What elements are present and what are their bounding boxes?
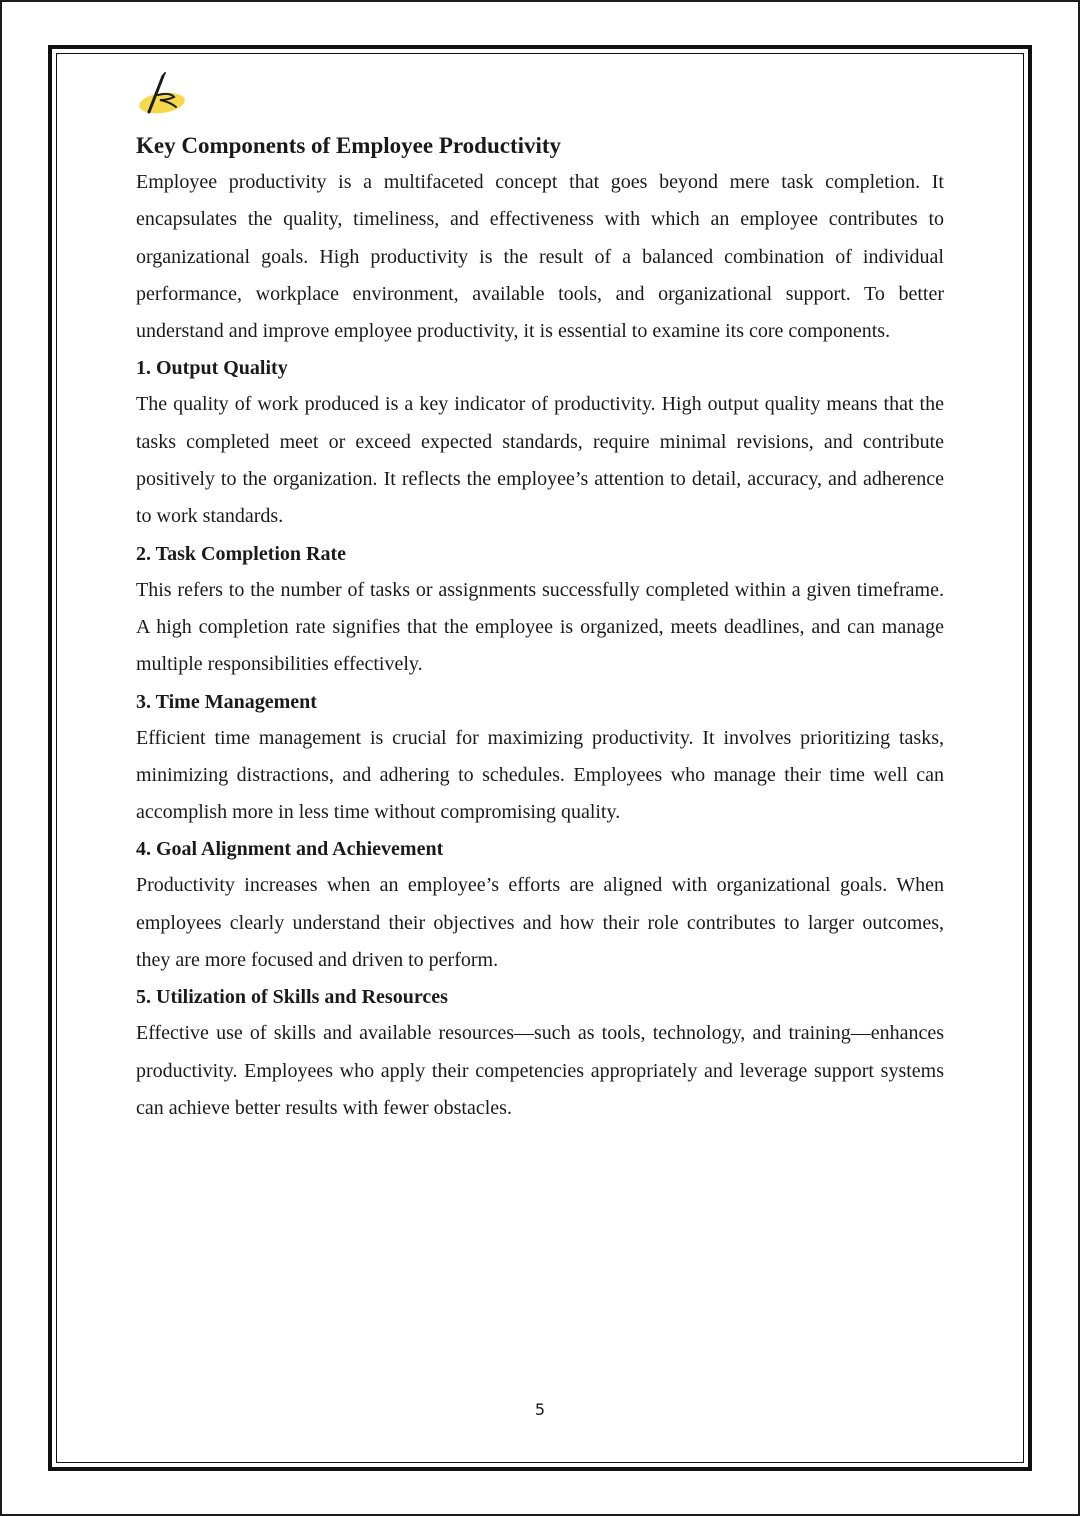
section-text-time-management: Efficient time management is crucial for maximizing productivity. It involves prioritizing tasks, minimizing distractions, and adhering to schedules. Employees who manage their time well can accomplish more in less time without compromising quality. (136, 726, 944, 824)
section-heading-task-completion-rate: 2. Task Completion Rate (136, 542, 347, 565)
page-content (136, 70, 944, 1127)
section-heading-goal-alignment: 4. Goal Alignment and Achievement (136, 838, 444, 861)
section-heading-skills-resources: 5. Utilization of Skills and Resources (136, 986, 448, 1009)
pen-writing-icon (136, 70, 188, 120)
section-heading-output-quality: 1. Output Quality (136, 357, 288, 380)
section-text-task-completion-rate: This refers to the number of tasks or assignments successfully completed within a given timeframe. A high completion rate signifies that the employee is organized, meets deadlines, and can manage multiple responsibilities effectively. (136, 578, 944, 676)
section-text-skills-resources: Effective use of skills and available resources—such as tools, technology, and training—enhances productivity. Employees who apply their competencies appropriately and leverage support systems can achieve better results with fewer obstacles. (136, 1022, 944, 1119)
section-text-goal-alignment: Productivity increases when an employee’s efforts are aligned with organizational goals. When employees clearly understand their objectives and how their role contributes to larger outcomes, they are more focused and driven to perform. (136, 874, 944, 972)
intro-paragraph: Employee productivity is a multifaceted concept that goes beyond mere task completion. It encapsulates the quality, timeliness, and effectiveness with which an employee contributes to organizational goals. High productivity is the result of a balanced combination of individual performance, workplace environment, available tools, and organizational support. To better understand and improve employee productivity, it is essential to examine its core components. (136, 171, 944, 343)
section-heading-time-management: 3. Time Management (136, 690, 317, 713)
document-title: Key Components of Employee Productivity (136, 133, 562, 158)
section-text-output-quality: The quality of work produced is a key indicator of productivity. High output quality means that the tasks completed meet or exceed expected standards, require minimal revisions, and contribute positively to the organization. It reflects the employee’s attention to detail, accuracy, and adherence to work standards. (136, 393, 944, 528)
page-number: 5 (534, 1400, 546, 1419)
